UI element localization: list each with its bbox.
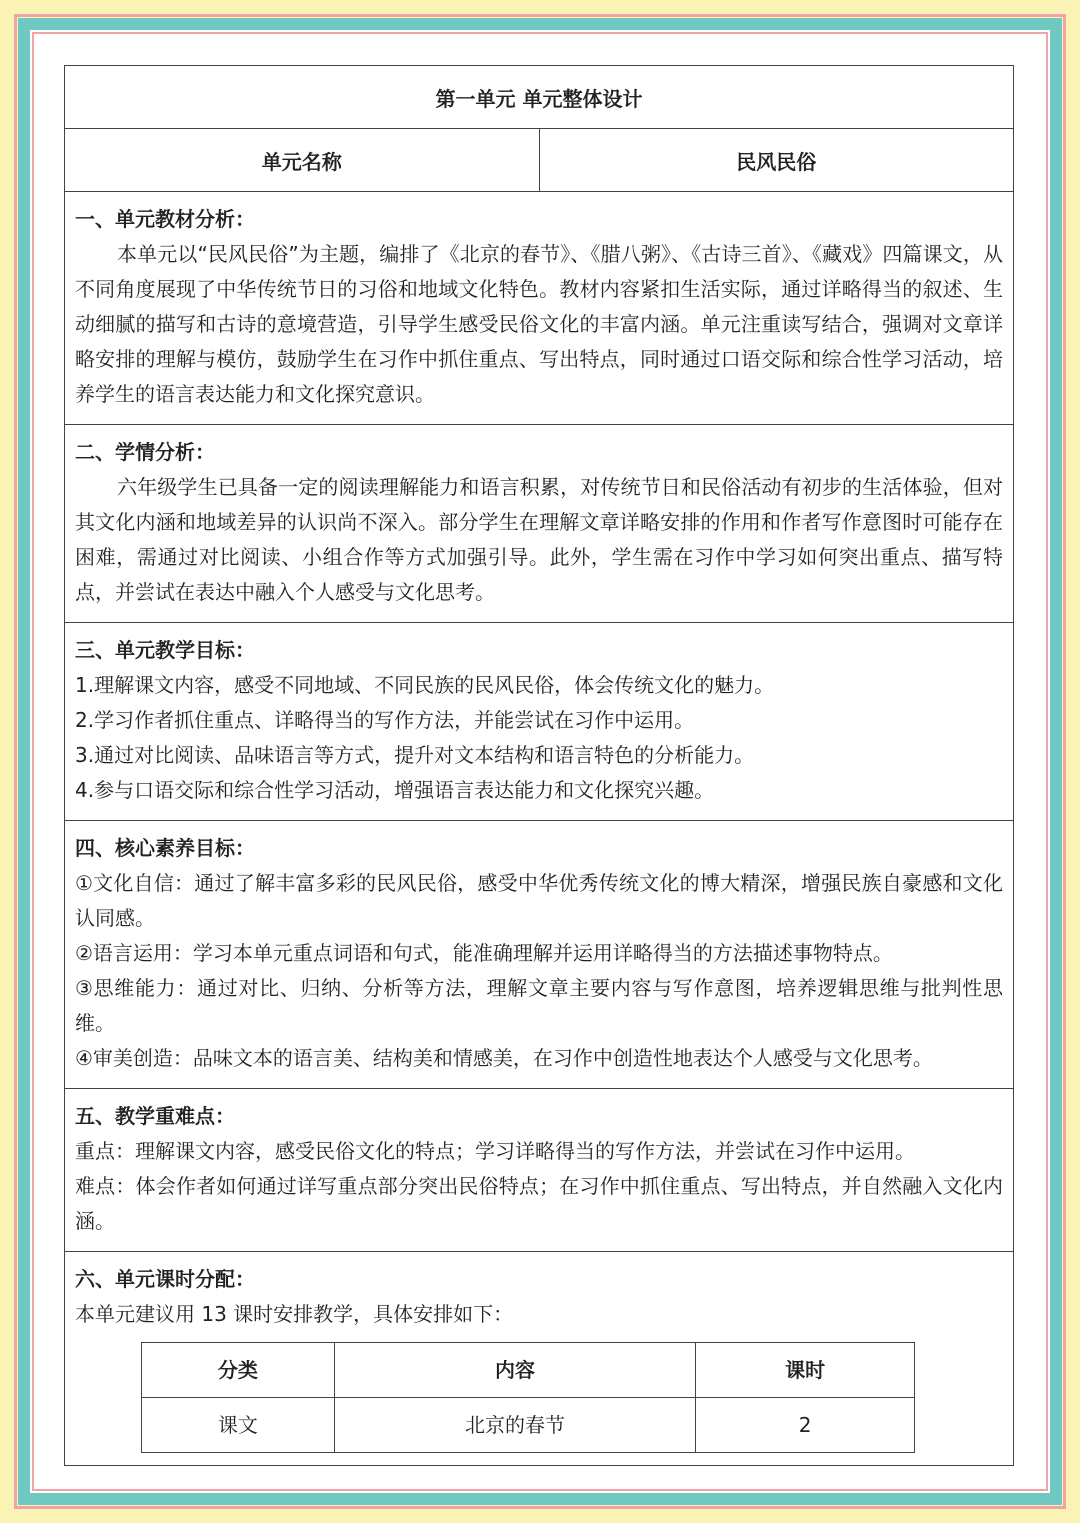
unit-name-row: [65, 129, 1013, 192]
unit-name-label: 单元名称: [65, 129, 540, 191]
section-paragraph: 六年级学生已具备一定的阅读理解能力和语言积累，对传统节日和民俗活动有初步的生活体验，但对其文化内涵和地域差异的认识尚不深入。部分学生在理解文章详略安排的作用和作者写作意图时可能存在困难，需通过对比阅读、小组合作等方式加强引导。此外，学生需在习作中学习如何突出重点、描写特点，并尝试在表达中融入个人感受与文化思考。: [75, 475, 1003, 604]
section-heading: 一、单元教材分析：: [75, 207, 255, 231]
column-header-content: 内容: [334, 1343, 696, 1398]
section-heading: 二、学情分析：: [75, 440, 215, 464]
goal-item: 3.通过对比阅读、品味语言等方式，提升对文本结构和语言特色的分析能力。: [75, 743, 755, 767]
section-paragraph: 本单元以“民风民俗”为主题，编排了《北京的春节》、《腊八粥》、《古诗三首》、《藏戏》四篇课文，从不同角度展现了中华传统节日的习俗和地域文化特色。教材内容紧扣生活实际，通过详略得当的叙述、生动细腻的描写和古诗的意境营造，引导学生感受民俗文化的丰富内涵。单元注重读写结合，强调对文章详略安排的理解与模仿，鼓励学生在习作中抓住重点、写出特点，同时通过口语交际和综合性学习活动，培养学生的语言表达能力和文化探究意识。: [75, 242, 1003, 406]
document-page: [36, 36, 1044, 1487]
section-key-difficult-points: [65, 1089, 1013, 1252]
key-point: 重点：理解课文内容，感受民俗文化的特点；学习详略得当的写作方法，并尝试在习作中运用。: [75, 1139, 915, 1163]
difficult-point: 难点：体会作者如何通过详写重点部分突出民俗特点；在习作中抓住重点、写出特点，并自然融入文化内涵。: [75, 1174, 1003, 1233]
section-heading: 四、核心素养目标：: [75, 836, 255, 860]
literacy-item: ④审美创造：品味文本的语言美、结构美和情感美，在习作中创造性地表达个人感受与文化思考。: [75, 1046, 933, 1070]
cell-content: 北京的春节: [334, 1398, 696, 1453]
literacy-item: ②语言运用：学习本单元重点词语和句式，能准确理解并运用详略得当的方法描述事物特点。: [75, 941, 893, 965]
section-core-literacy: [65, 821, 1013, 1089]
column-header-category: 分类: [142, 1343, 335, 1398]
unit-design-table: [64, 65, 1014, 1466]
section-lesson-allocation: [65, 1252, 1013, 1465]
section-heading: 三、单元教学目标：: [75, 638, 255, 662]
goal-item: 2.学习作者抓住重点、详略得当的写作方法，并能尝试在习作中运用。: [75, 708, 695, 732]
unit-name-value: 民风民俗: [736, 149, 817, 174]
section-heading: 六、单元课时分配：: [75, 1267, 255, 1291]
allocation-intro: 本单元建议用 13 课时安排教学，具体安排如下：: [75, 1302, 514, 1326]
literacy-item: ①文化自信：通过了解丰富多彩的民风民俗，感受中华优秀传统文化的博大精深，增强民族自豪感和文化认同感。: [75, 871, 1003, 930]
table-header-row: [142, 1343, 915, 1398]
document-title: 第一单元 单元整体设计: [65, 66, 1013, 129]
cell-hours: 2: [696, 1398, 915, 1453]
column-header-hours: 课时: [696, 1343, 915, 1398]
section-textbook-analysis: [65, 192, 1013, 425]
section-learner-analysis: [65, 425, 1013, 623]
table-row: [142, 1398, 915, 1453]
section-heading: 五、教学重难点：: [75, 1104, 235, 1128]
goal-item: 1.理解课文内容，感受不同地域、不同民族的民风民俗，体会传统文化的魅力。: [75, 673, 775, 697]
goal-item: 4.参与口语交际和综合性学习活动，增强语言表达能力和文化探究兴趣。: [75, 778, 715, 802]
literacy-item: ③思维能力：通过对比、归纳、分析等方法，理解文章主要内容与写作意图，培养逻辑思维与批判性思维。: [75, 976, 1003, 1035]
lesson-schedule-table: [141, 1342, 915, 1453]
section-teaching-goals: [65, 623, 1013, 821]
cell-category: 课文: [142, 1398, 335, 1453]
